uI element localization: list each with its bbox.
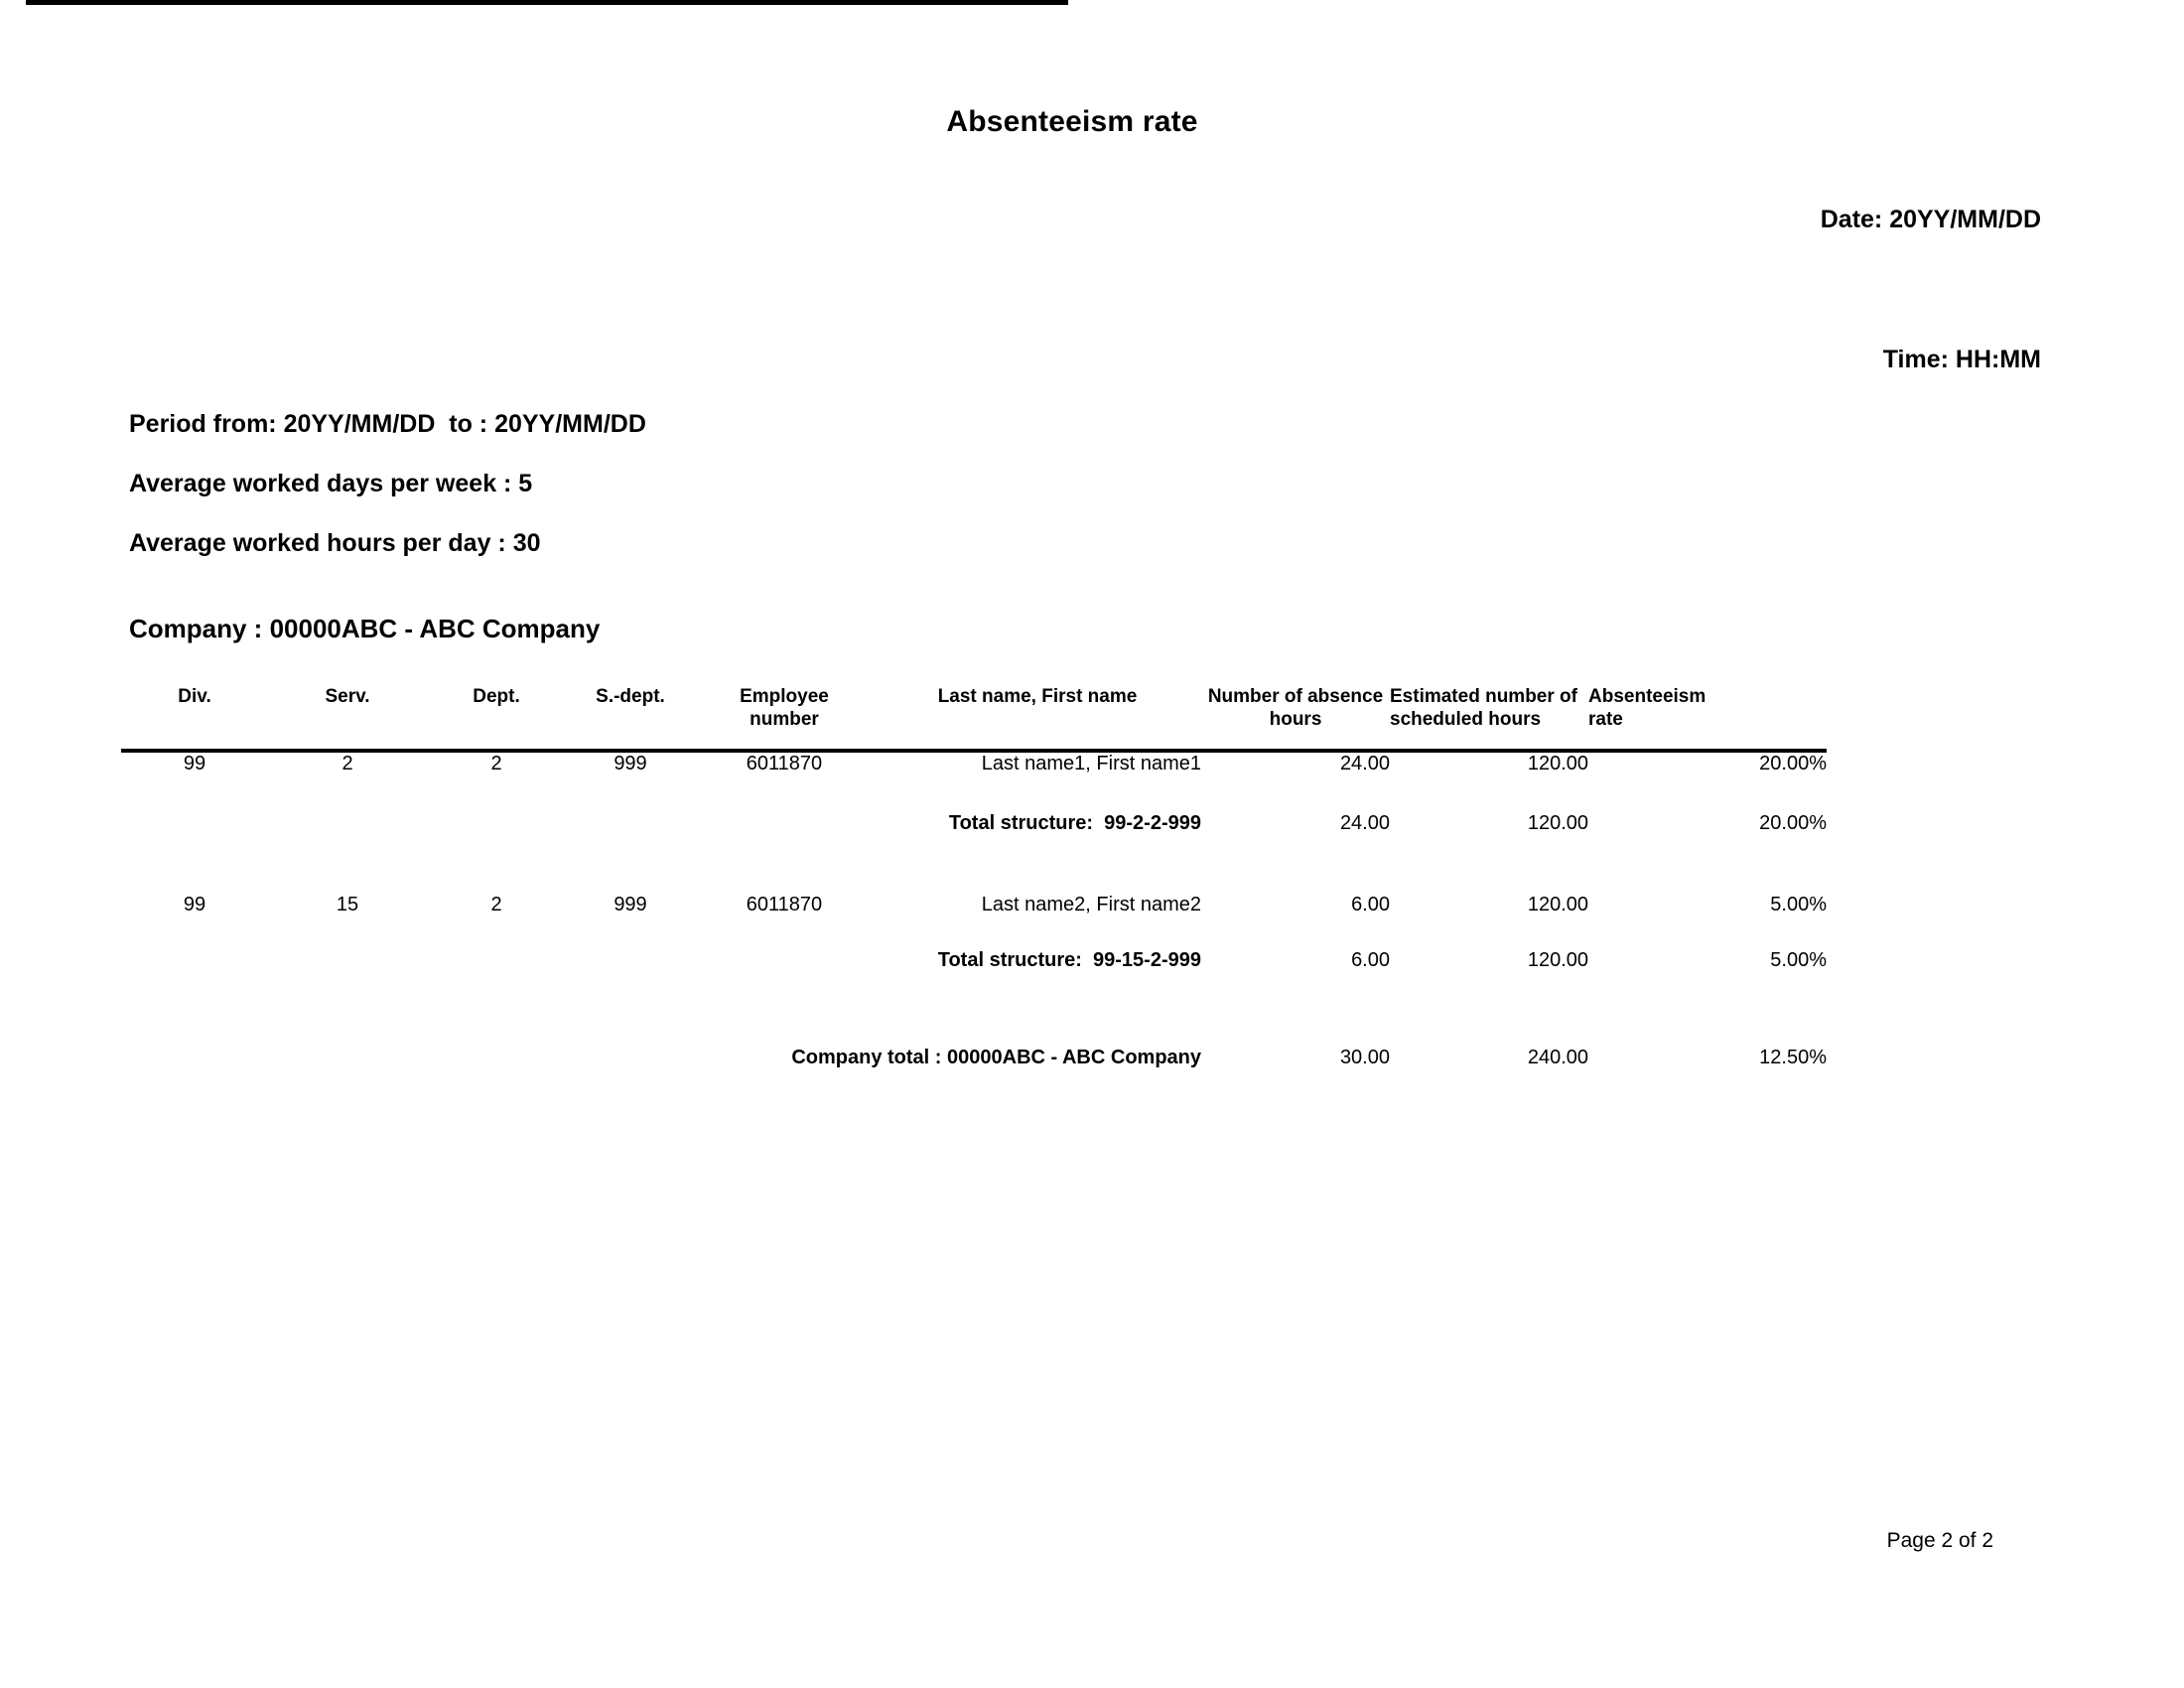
cell-sdept: 999	[614, 753, 647, 774]
top-edge-line	[26, 0, 1068, 5]
spacer-row	[121, 842, 1827, 894]
cell-absenteeism-rate: 20.00%	[1759, 812, 1827, 834]
cell-absenteeism-rate: 5.00%	[1770, 949, 1827, 971]
cell-serv: 2	[341, 753, 353, 774]
cell-serv: 15	[336, 894, 359, 915]
cell-dept: 2	[490, 753, 502, 774]
col-header-dept: Dept.	[427, 685, 566, 751]
cell-scheduled-hours: 120.00	[1527, 812, 1588, 834]
cell-absenteeism-rate: 20.00%	[1759, 753, 1827, 774]
report-date: Date: 20YY/MM/DD	[1820, 206, 2041, 233]
table-header-row	[121, 685, 1827, 751]
col-header-name: Last name, First name	[874, 685, 1201, 751]
period-line: Period from: 20YY/MM/DD to : 20YY/MM/DD	[129, 410, 646, 438]
col-header-div: Div.	[121, 685, 268, 751]
col-header-employee-number: Employee number	[695, 685, 874, 751]
company-total-row	[121, 1047, 1827, 1076]
cell-absenteeism-rate: 5.00%	[1770, 894, 1827, 915]
report-title: Absenteeism rate	[946, 105, 1198, 138]
total-structure-row	[121, 812, 1827, 842]
employee-row	[121, 894, 1827, 923]
cell-absence-hours: 24.00	[1339, 812, 1390, 834]
cell-name: Last name1, First name1	[981, 753, 1201, 774]
cell-scheduled-hours: 120.00	[1527, 894, 1588, 915]
cell-company-total-label: Company total : 00000ABC - ABC Company	[791, 1047, 1201, 1068]
col-header-sdept: S.-dept.	[566, 685, 695, 751]
absenteeism-table	[121, 685, 1827, 1076]
cell-div: 99	[183, 753, 206, 774]
cell-total-structure-label: Total structure: 99-15-2-999	[937, 949, 1201, 971]
spacer-row	[121, 790, 1827, 812]
col-header-serv: Serv.	[268, 685, 427, 751]
avg-worked-days-line: Average worked days per week : 5	[129, 470, 533, 497]
total-structure-row	[121, 949, 1827, 979]
datetime-block	[1821, 103, 2041, 477]
cell-absence-hours: 30.00	[1339, 1047, 1390, 1068]
col-header-scheduled-hours: Estimated number of scheduled hours	[1390, 685, 1588, 751]
spacer-row	[121, 979, 1827, 1047]
cell-total-structure-label: Total structure: 99-2-2-999	[948, 812, 1201, 834]
cell-absence-hours: 24.00	[1339, 753, 1390, 774]
cell-scheduled-hours: 120.00	[1527, 949, 1588, 971]
cell-dept: 2	[490, 894, 502, 915]
cell-absence-hours: 6.00	[1351, 949, 1390, 971]
page-number: Page 2 of 2	[1886, 1529, 1993, 1552]
cell-div: 99	[183, 894, 206, 915]
cell-employee-number: 6011870	[746, 894, 823, 915]
cell-employee-number: 6011870	[746, 753, 823, 774]
report-time: Time: HH:MM	[1882, 346, 2041, 373]
cell-absence-hours: 6.00	[1351, 894, 1390, 915]
col-header-absenteeism-rate: Absenteeism rate	[1588, 685, 1827, 751]
cell-scheduled-hours: 240.00	[1527, 1047, 1588, 1068]
company-line: Company : 00000ABC - ABC Company	[129, 614, 601, 643]
col-header-absence-hours: Number of absence hours	[1201, 685, 1390, 751]
cell-name: Last name2, First name2	[981, 894, 1201, 915]
cell-scheduled-hours: 120.00	[1527, 753, 1588, 774]
spacer-row	[121, 923, 1827, 949]
cell-sdept: 999	[614, 894, 647, 915]
avg-worked-hours-line: Average worked hours per day : 30	[129, 529, 541, 557]
employee-row	[121, 751, 1827, 790]
cell-absenteeism-rate: 12.50%	[1759, 1047, 1827, 1068]
